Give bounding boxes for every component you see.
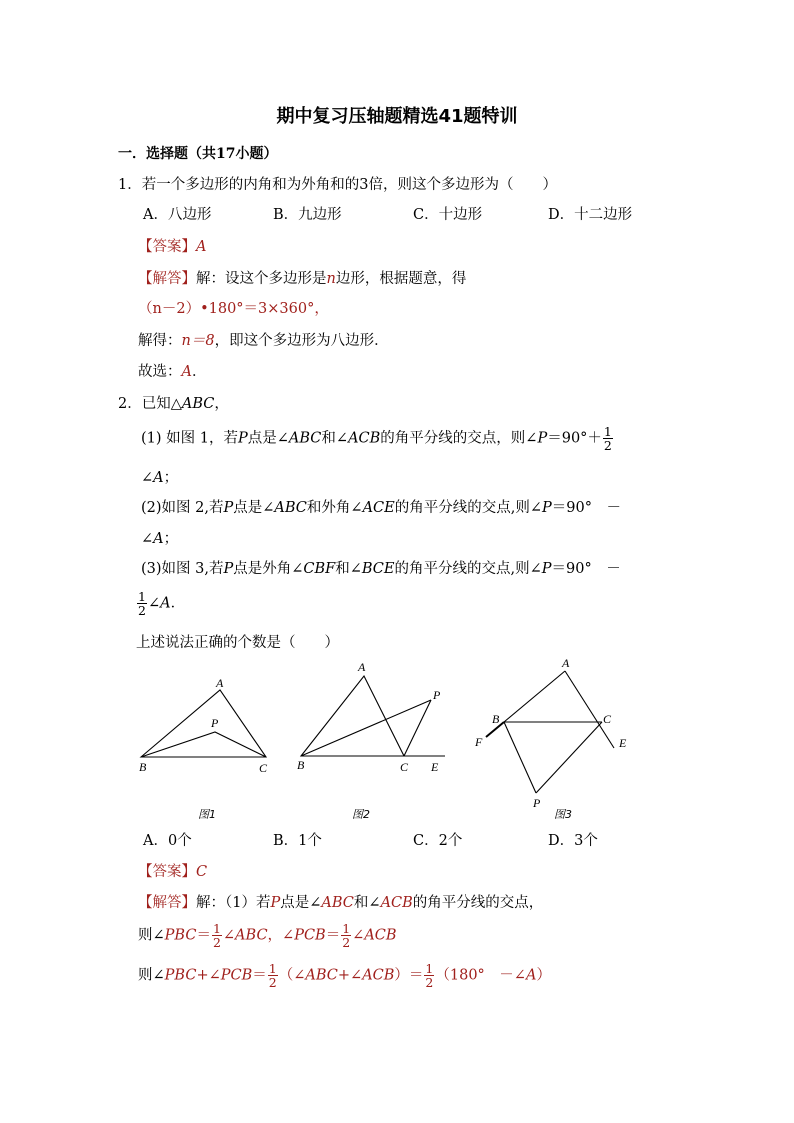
var: ABC (274, 500, 307, 516)
q1-solution-line-3 (138, 334, 389, 349)
side-ac-extended (565, 671, 614, 748)
text: 和∠ (321, 430, 349, 447)
q1-solution-line-2: （n－2）•180°＝3×360°， (138, 301, 329, 317)
triangle-abc (301, 676, 404, 756)
denominator: 2 (342, 935, 351, 951)
q2-statement-1-wrap (141, 471, 178, 486)
text: 和∠ (335, 561, 362, 577)
figure-3-caption: 图3 (554, 808, 572, 821)
text: 故选： (138, 364, 182, 380)
q2-option-d: D．3个 (548, 833, 598, 849)
solution-label: 【解答】 (138, 895, 196, 911)
numerator: 1 (603, 424, 612, 439)
q1-stem: 1．若一个多边形的内角和为外角和的3倍，则这个多边形为（ ） (118, 177, 557, 193)
text: 则∠ (138, 967, 165, 984)
q2-statement-3-wrap (136, 590, 185, 617)
text: 的角平分线的交点，则∠ (380, 430, 538, 447)
text: ＝90°＋ (547, 430, 602, 447)
label-b: B (492, 712, 500, 726)
q2-solution-line-1 (138, 896, 543, 911)
q1-option-d: D．十二边形 (548, 207, 633, 223)
q2-statement-2-wrap (141, 532, 178, 547)
triangle-abc (141, 690, 266, 757)
figure-3 (504, 671, 614, 793)
var: ABC (321, 895, 354, 911)
denominator: 2 (603, 438, 612, 454)
bisector-bp (504, 722, 536, 793)
text: ； (163, 531, 179, 547)
label-p: P (533, 796, 541, 810)
text: ＝ (252, 967, 267, 984)
denominator: 2 (268, 975, 277, 991)
q2-solution-line-3 (138, 962, 551, 989)
fraction-half (424, 962, 434, 989)
answer-label: 【答案】 (138, 864, 196, 880)
text: ） (536, 967, 551, 984)
var: BCE (361, 561, 395, 577)
text: ，即这个多边形为八边形． (214, 333, 389, 349)
text: 边形，根据题意，得 (335, 271, 467, 287)
q2-answer (138, 865, 207, 880)
bisector-cp (536, 722, 602, 793)
q2-option-b: B．1个 (273, 833, 322, 849)
text: ∠ (141, 470, 154, 486)
text: ； (163, 470, 179, 486)
q1-option-a: A．八边形 (143, 207, 212, 223)
q2-statement-2 (141, 501, 621, 516)
label-f: F (475, 735, 483, 749)
text: (1) 如图 1，若 (141, 430, 238, 447)
text: 点是外角∠ (233, 561, 304, 577)
text: 解：设这个多边形是 (196, 271, 327, 287)
denominator: 2 (138, 603, 146, 619)
formula: n＝8 (181, 333, 215, 349)
var: P (237, 430, 248, 447)
text: 点是∠ (247, 430, 289, 447)
label-c: C (259, 761, 268, 775)
q2-statement-3 (141, 562, 621, 577)
var: ACB (380, 895, 413, 911)
fraction-half (268, 962, 278, 989)
triangle-name: ABC (181, 396, 215, 412)
var: ABC (288, 430, 322, 447)
text: ． (191, 364, 207, 380)
denominator: 2 (425, 975, 434, 991)
q2-ask: 上述说法正确的个数是（ ） (136, 635, 339, 651)
var: ACE (362, 500, 395, 516)
label-a: A (358, 660, 366, 674)
q2-option-c: C．2个 (413, 833, 463, 849)
figure-1-caption: 图1 (198, 808, 216, 821)
numerator: 1 (342, 921, 351, 936)
text: 点是∠ (280, 895, 322, 911)
var: PBC (164, 927, 197, 944)
label-c: C (400, 760, 409, 774)
answer-value: A (196, 239, 207, 255)
text: 和外角∠ (306, 500, 363, 516)
q2-option-a: A．0个 (143, 833, 192, 849)
fraction-half (341, 922, 351, 949)
numerator: 1 (268, 961, 277, 976)
text: ）＝ (394, 967, 424, 984)
side-ab (504, 671, 565, 722)
figure-1 (141, 690, 266, 757)
figure-2-caption: 图2 (352, 808, 370, 821)
label-e: E (431, 760, 439, 774)
numerator: 1 (212, 921, 221, 936)
text: (3)如图 3,若 (141, 561, 224, 577)
numerator: 1 (425, 961, 434, 976)
var: ACB (348, 430, 381, 447)
var: ABC (305, 967, 338, 984)
text: ，∠ (267, 927, 295, 944)
text: ， (214, 396, 229, 412)
text: （∠ (278, 967, 306, 984)
text: 的角平分线的交点,则∠ (394, 561, 542, 577)
var: ACB (364, 927, 397, 944)
numerator: 1 (138, 589, 146, 604)
var: P (223, 500, 234, 516)
text: +∠ (337, 967, 363, 984)
label-b: B (139, 760, 147, 774)
bisector-lines (141, 732, 266, 757)
text: 则∠ (138, 927, 165, 944)
q1-option-b: B．九边形 (273, 207, 342, 223)
figure-2 (301, 676, 445, 756)
fraction-half (212, 922, 222, 949)
label-c: C (603, 712, 612, 726)
var: P (541, 561, 552, 577)
text: （180° －∠ (435, 967, 526, 984)
var: P (223, 561, 234, 577)
solution-label: 【解答】 (138, 271, 196, 287)
text: +∠ (196, 967, 221, 984)
var: P (537, 430, 548, 447)
text: ∠ (147, 595, 161, 612)
text: ＝90° － (551, 561, 621, 577)
text: 解：（1）若 (196, 895, 271, 911)
var: ACB (362, 967, 395, 984)
text: 点是∠ (233, 500, 275, 516)
q1-solution-line-4 (138, 365, 206, 380)
q2-statement-1 (141, 425, 614, 452)
text: (2)如图 2,若 (141, 500, 224, 516)
text: ＝90° － (551, 500, 621, 516)
label-a: A (562, 656, 570, 670)
label-p: P (211, 716, 219, 730)
text: 解得： (138, 333, 182, 349)
var: A (525, 967, 537, 984)
bisector-cp (404, 700, 431, 756)
var: P (270, 895, 281, 911)
var: PCB (294, 927, 326, 944)
var: A (153, 531, 164, 547)
text: ∠ (222, 927, 236, 944)
var: CBF (303, 561, 336, 577)
text: 的角平分线的交点,则∠ (394, 500, 542, 516)
answer-value: C (196, 864, 208, 880)
text: ＝ (325, 927, 341, 944)
text: 的角平分线的交点， (412, 895, 544, 911)
q2-stem (118, 397, 229, 412)
page-title: 期中复习压轴题精选41题特训 (276, 106, 518, 127)
q1-option-c: C．十边形 (413, 207, 483, 223)
label-p: P (433, 688, 441, 702)
var: A (153, 470, 164, 486)
var: ABC (235, 927, 268, 944)
q1-solution-line-1 (138, 272, 466, 287)
text: ． (170, 595, 186, 612)
var: A (160, 595, 171, 612)
choice: A (181, 364, 192, 380)
fraction-half (603, 425, 613, 452)
section-heading: 一．选择题（共17小题） (118, 146, 278, 162)
label-b: B (297, 758, 305, 772)
text: 2．已知△ (118, 396, 182, 412)
var: PCB (220, 967, 253, 984)
text: ＝ (196, 927, 211, 944)
q2-solution-line-2 (138, 922, 397, 949)
text: ∠ (141, 531, 154, 547)
text: 和∠ (353, 895, 381, 911)
text: ∠ (352, 927, 365, 944)
var: P (541, 500, 552, 516)
label-e: E (619, 736, 627, 750)
fraction-half (137, 590, 147, 617)
denominator: 2 (212, 935, 221, 951)
var: PBC (164, 967, 197, 984)
bisector-bp (301, 700, 431, 756)
label-a: A (216, 676, 224, 690)
answer-label: 【答案】 (138, 239, 196, 255)
q2-figures (128, 655, 648, 825)
q1-answer (138, 240, 206, 255)
variable: n (326, 271, 336, 287)
